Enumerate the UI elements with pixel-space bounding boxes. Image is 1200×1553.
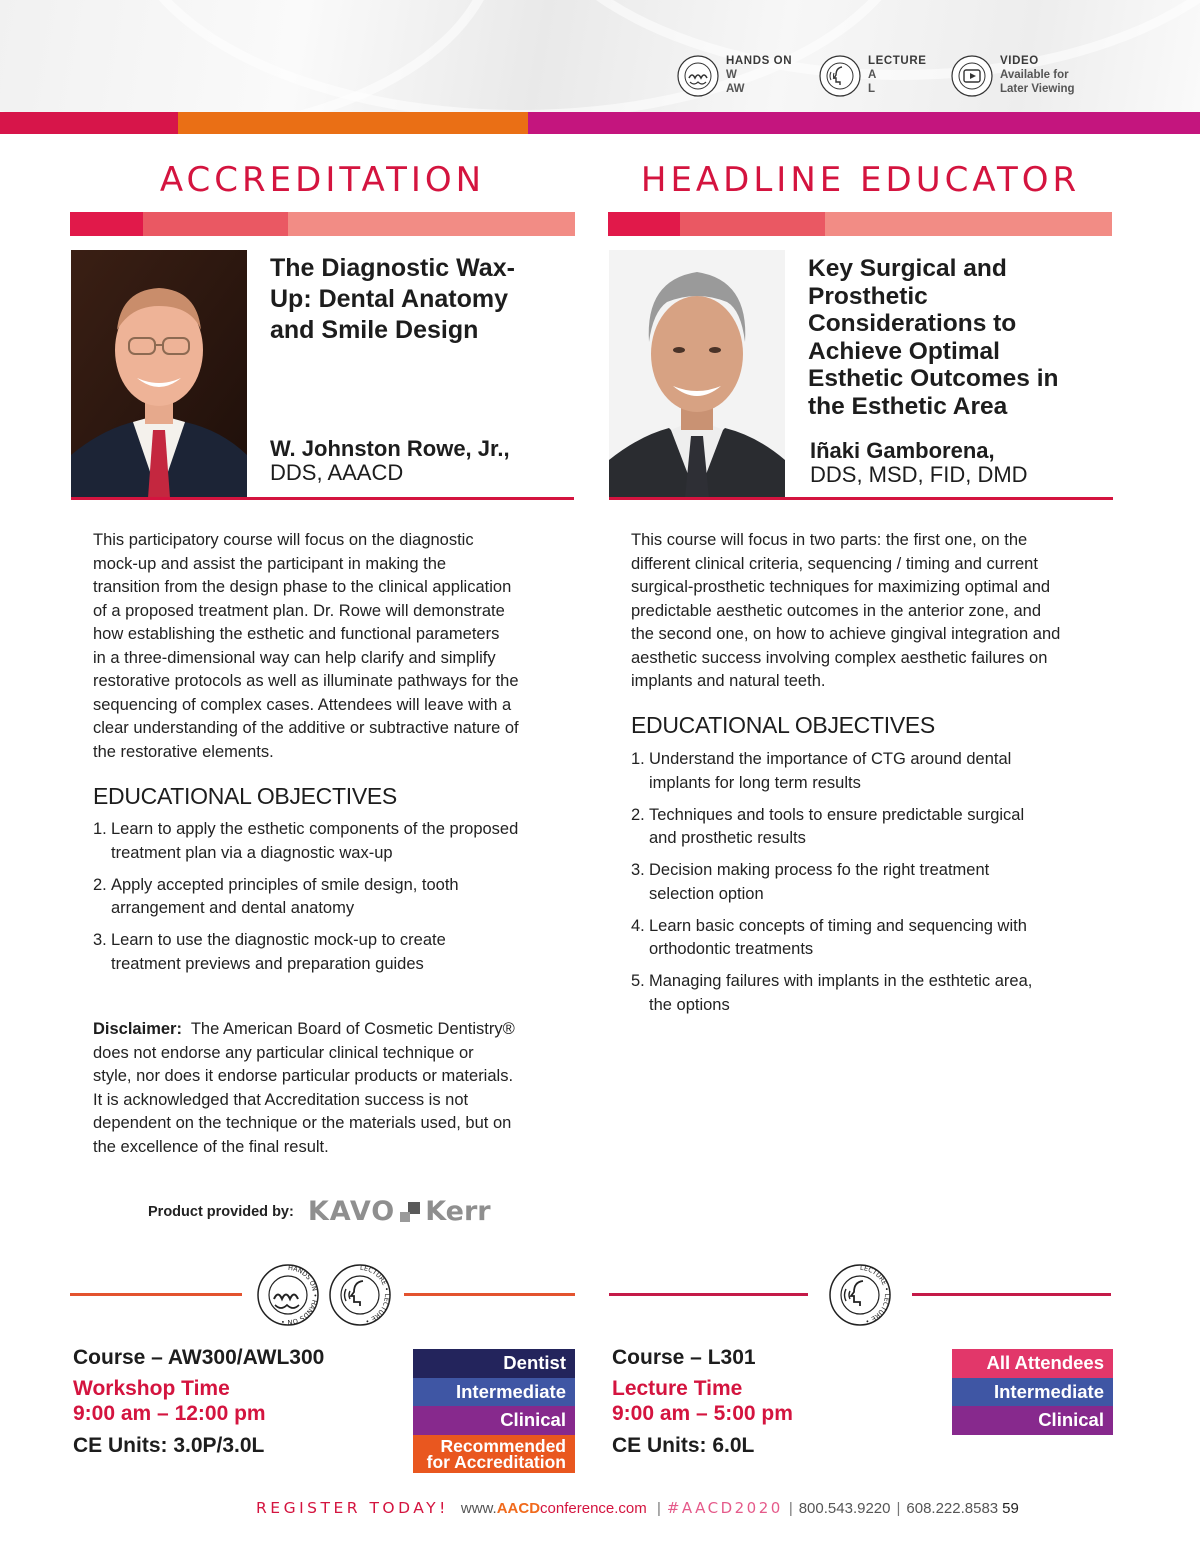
course-code-left: Course – AW300/AWL300 (73, 1346, 325, 1369)
kavo-kerr-square-icon (399, 1201, 421, 1223)
description-line: This participatory course will focus on the diagnostic (93, 531, 474, 549)
legend-hands-on-line3: AW (726, 83, 745, 95)
register-today-link[interactable]: REGISTER TODAY! (256, 1499, 449, 1517)
course-title-left (270, 253, 570, 346)
page-header (0, 0, 1200, 112)
video-seal-icon (950, 54, 994, 98)
description-line: different clinical criteria, sequencing / timing and current (631, 554, 1038, 573)
legend-lecture-line3: L (868, 83, 876, 95)
course-tags-left (413, 1349, 575, 1473)
description-line: in a three-dimensional way can help clarify and simplify (93, 648, 496, 667)
tag-all-attendees: All Attendees (952, 1349, 1113, 1378)
disclaimer-line: does not endorse any particular clinical technique or (93, 1043, 474, 1062)
course-title-right-line: Considerations to (808, 310, 1017, 337)
time-label-left: Workshop Time (73, 1377, 230, 1400)
color-bar-magenta (528, 112, 1200, 134)
hands-on-seal-icon (676, 54, 720, 98)
course-title-right-line: Esthetic Outcomes in (808, 365, 1059, 392)
divider-left-a (70, 1293, 242, 1296)
website-link[interactable]: www.AACDconference.com (460, 1500, 647, 1517)
objectives-list-left (93, 818, 568, 985)
legend-hands-on (676, 54, 792, 98)
description-line: This course will focus in two parts: the first one, on the (631, 531, 1028, 549)
objective-item: 2. Techniques and tools to ensure predictable surgical and prosthetic results (631, 805, 1025, 847)
disclaimer-line: style, nor does it endorse particular products or materials. (93, 1067, 514, 1085)
legend-lecture-line2: A (868, 69, 877, 81)
color-bar-orange (178, 112, 528, 134)
course-title-right-line: Key Surgical and (808, 255, 1007, 282)
page-footer: REGISTER TODAY! www.AACDconference.com | #AACD2020 | 800.543.9220 | 608.222.8583 59 (256, 1499, 1019, 1517)
course-tags-right (952, 1349, 1113, 1435)
section-title-accreditation: ACCREDITATION (159, 160, 486, 200)
speaker-credentials-right: DDS, MSD, FID, DMD (810, 462, 1028, 487)
time-label-right: Lecture Time (612, 1377, 743, 1400)
time-value-right: 9:00 am – 5:00 pm (612, 1402, 793, 1425)
objective-item: 3. Decision making process fo the right treatment selection option (631, 861, 990, 903)
tag-clinical: Clinical (413, 1406, 575, 1435)
tag-recommended-for-accreditation (413, 1435, 575, 1473)
section-stripe-left (70, 212, 575, 236)
course-title-left-line: and Smile Design (270, 316, 479, 344)
description-line: surgical-prosthetic techniques for maximizing optimal and (631, 578, 1051, 596)
legend-video-line2: Available for (1000, 69, 1069, 81)
tag-recommended-line: for Accreditation (426, 1451, 566, 1472)
course-description-right (631, 529, 1101, 694)
disclaimer-line: the excellence of the final result. (93, 1137, 329, 1156)
legend-hands-on-line2: W (726, 69, 737, 81)
section-title-headline-educator: HEADLINE EDUCATOR (640, 160, 1081, 200)
legend-hands-on-title: HANDS ON (726, 55, 793, 67)
course-title-right-line: the Esthetic Area (808, 392, 1008, 420)
objectives-heading-right: EDUCATIONAL OBJECTIVES (631, 712, 935, 738)
color-bar-red (0, 112, 178, 134)
course-description-left (93, 529, 563, 764)
description-line: predictable aesthetic outcomes in the anterior zone, and (631, 601, 1042, 620)
objective-item: 1. Learn to apply the esthetic components of the proposed treatment plan via a diagnostic wax-up (93, 820, 519, 862)
hashtag: #AACD2020 (666, 1499, 783, 1517)
description-line: the restorative elements. (93, 742, 274, 761)
description-line: aesthetic success involving complex aesthetic failures on (631, 648, 1048, 667)
time-value-left: 9:00 am – 12:00 pm (73, 1402, 266, 1425)
objective-item: 3. Learn to use the diagnostic mock-up to create treatment previews and preparation guides (93, 931, 446, 973)
speaker-photo-gamborena (609, 250, 785, 498)
kerr-logo: Kerr (425, 1196, 491, 1227)
description-line: how establishing the esthetic and functional parameters (93, 625, 500, 643)
description-line: sequencing of complex cases. Attendees will leave with a (93, 695, 512, 714)
divider-right-b (912, 1293, 1111, 1296)
tag-intermediate: Intermediate (413, 1378, 575, 1407)
disclaimer-line: The American Board of Cosmetic Dentistry® (190, 1020, 515, 1038)
divider-left-b (404, 1293, 575, 1296)
course-title-right-line: Prosthetic (808, 282, 928, 310)
tag-intermediate: Intermediate (952, 1378, 1113, 1407)
legend-video-line3: Later Viewing (1000, 83, 1075, 95)
objective-item: 5. Managing failures with implants in the esthtetic area, the options (631, 972, 1033, 1014)
disclaimer-line: It is acknowledged that Accreditation success is not (93, 1090, 469, 1109)
course-title-right-line: Achieve Optimal (808, 337, 1000, 365)
svg-text:LECTURE • LECTURE •: LECTURE • LECTURE • (859, 1263, 891, 1326)
lecture-badge-icon (828, 1263, 892, 1327)
disclaimer-label: Disclaimer: (93, 1020, 182, 1038)
speaker-name-right: Iñaki Gamborena, (810, 438, 995, 463)
description-line: transition from the design phase to the clinical application (93, 578, 512, 596)
speaker-credentials-left: DDS, AAACD (270, 460, 404, 485)
legend-video-title: VIDEO (1000, 55, 1039, 67)
objective-item: 4. Learn basic concepts of timing and sequencing with orthodontic treatments (631, 916, 1027, 958)
description-line: restorative protocols as well as illuminate pathways for the (93, 672, 519, 690)
svg-text:LECTURE • LECTURE •: LECTURE • LECTURE • (359, 1263, 391, 1326)
section-stripe-right (608, 212, 1112, 236)
course-code-right: Course – L301 (612, 1346, 756, 1369)
phone-2: 608.222.8583 (906, 1500, 999, 1517)
tag-dentist: Dentist (413, 1349, 575, 1378)
divider-right-a (609, 1293, 808, 1296)
legend-lecture-title: LECTURE (868, 55, 927, 67)
svg-text:HANDS ON • HANDS ON •: HANDS ON • HANDS ON • (280, 1263, 319, 1327)
objectives-list-right (631, 748, 1106, 1026)
card-underline-left (71, 497, 574, 500)
objectives-heading-left: EDUCATIONAL OBJECTIVES (93, 783, 397, 809)
objective-item: 2. Apply accepted principles of smile design, tooth arrangement and dental anatomy (93, 875, 459, 917)
tag-recommended-line: Recommended (440, 1435, 566, 1456)
product-sponsor (148, 1196, 491, 1227)
course-title-right (808, 255, 1108, 420)
card-underline-right (609, 497, 1113, 500)
objective-item: 1. Understand the importance of CTG around dental implants for long term results (631, 750, 1012, 792)
description-line: mock-up and assist the participant in making the (93, 554, 447, 573)
description-line: implants and natural teeth. (631, 672, 826, 690)
hands-on-badge-icon (256, 1263, 320, 1327)
ce-units-left: CE Units: 3.0P/3.0L (73, 1434, 265, 1457)
page-number: 59 (1002, 1500, 1019, 1517)
lecture-badge-icon (328, 1263, 392, 1327)
product-label: Product provided by: (148, 1203, 294, 1220)
description-line: the second one, on how to achieve gingival integration and (631, 625, 1061, 643)
disclaimer-line: dependent on the technique or the materials used, but on (93, 1114, 512, 1132)
description-line: clear understanding of the additive or subtractive nature of (93, 719, 519, 737)
legend-video (950, 54, 1075, 98)
speaker-photo-rowe (71, 250, 247, 498)
kavo-logo: KAVO (307, 1196, 396, 1227)
description-line: of a proposed treatment plan. Dr. Rowe will demonstrate (93, 601, 505, 620)
course-title-left-line: Up: Dental Anatomy (270, 285, 508, 313)
speaker-name-left: W. Johnston Rowe, Jr., (270, 436, 510, 461)
tag-clinical: Clinical (952, 1406, 1113, 1435)
disclaimer (93, 1018, 563, 1159)
legend-lecture (818, 54, 927, 98)
course-title-left-line: The Diagnostic Wax- (270, 254, 515, 282)
lecture-seal-icon (818, 54, 862, 98)
phone-1: 800.543.9220 (798, 1500, 891, 1517)
ce-units-right: CE Units: 6.0L (612, 1434, 755, 1457)
